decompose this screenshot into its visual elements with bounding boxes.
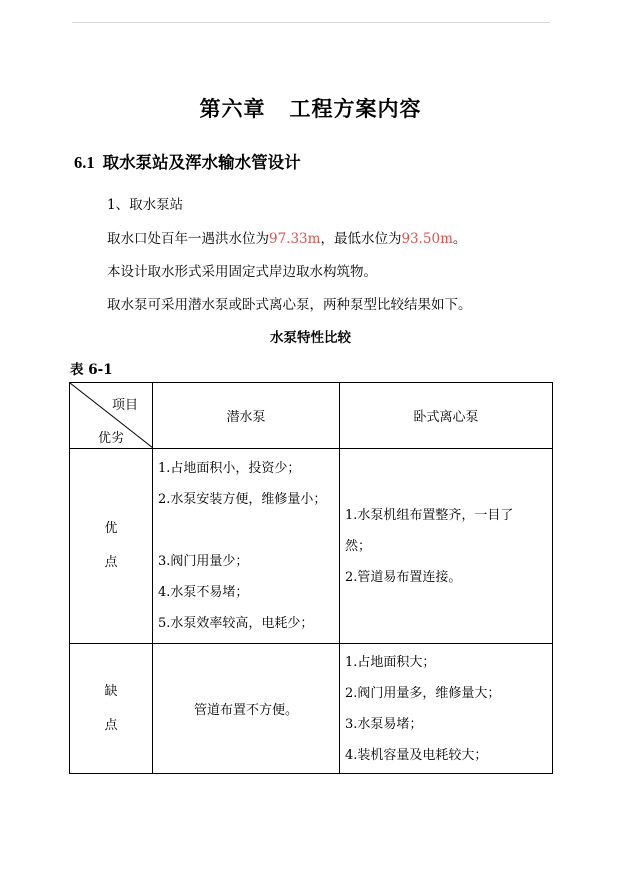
cell-submersible-disadvantages: 管道布置不方便。: [153, 644, 340, 774]
chapter-number: 第六章: [199, 96, 266, 121]
low-level-value: 93.50m: [401, 231, 453, 247]
chapter-name: 工程方案内容: [289, 96, 422, 121]
cell-centrifugal-advantages: [340, 449, 553, 644]
header-rule: [72, 22, 550, 23]
section-heading: [74, 149, 301, 173]
row-label-disadvantages: 缺 点: [70, 644, 153, 774]
row-label-advantages: 优 点: [70, 449, 153, 644]
list-item: 1.占地面积大；: [345, 655, 436, 670]
corner-label-item: 项目: [111, 398, 138, 413]
cell-submersible-advantages: [153, 449, 340, 644]
subsection-heading: 1、取水泵站: [107, 197, 184, 213]
section-number: 6.1: [74, 153, 95, 172]
list-item: 2.水泵安装方便，维修量小；: [158, 492, 327, 507]
corner-label-merit: 优劣: [98, 431, 125, 446]
list-item: 4.装机容量及电耗较大；: [345, 748, 488, 763]
cell-centrifugal-disadvantages: [340, 644, 553, 774]
table-row-advantages: [70, 449, 553, 644]
chapter-title: [0, 93, 621, 123]
list-item: 1.水泵机组布置整齐，一目了: [345, 507, 514, 523]
list-item: 5.水泵效率较高，电耗少；: [158, 616, 314, 631]
list-item: 3.水泵易堵；: [345, 717, 423, 732]
col-header-submersible-pump: 潜水泵: [153, 383, 340, 449]
list-item: 3.阀门用量少；: [158, 554, 249, 569]
table-header-row: [70, 383, 553, 449]
paragraph-intake-form: 本设计取水形式采用固定式岸边取水构筑物。: [107, 264, 377, 280]
table-number: 表 6-1: [70, 362, 113, 378]
table-caption: 水泵特性比较: [270, 330, 351, 346]
list-item: 然；: [345, 538, 372, 554]
paragraph-pump-choice: 取水泵可采用潜水泵或卧式离心泵，两种泵型比较结果如下。: [107, 297, 472, 313]
paragraph-water-levels: 取水口处百年一遇洪水位为97.33m，最低水位为93.50m。: [107, 231, 467, 247]
pump-comparison-table: [69, 382, 553, 774]
list-item: 1.占地面积小，投资少；: [158, 461, 301, 476]
table-corner-cell: [70, 383, 153, 449]
list-item: 2.阀门用量多，维修量大；: [345, 686, 501, 701]
list-item: 4.水泵不易堵；: [158, 585, 249, 600]
section-title: 取水泵站及浑水输水管设计: [102, 153, 301, 172]
table-row-disadvantages: [70, 644, 553, 774]
list-item: 2.管道易布置连接。: [345, 569, 462, 585]
col-header-horizontal-centrifugal-pump: 卧式离心泵: [340, 383, 553, 449]
flood-level-value: 97.33m: [269, 231, 321, 247]
